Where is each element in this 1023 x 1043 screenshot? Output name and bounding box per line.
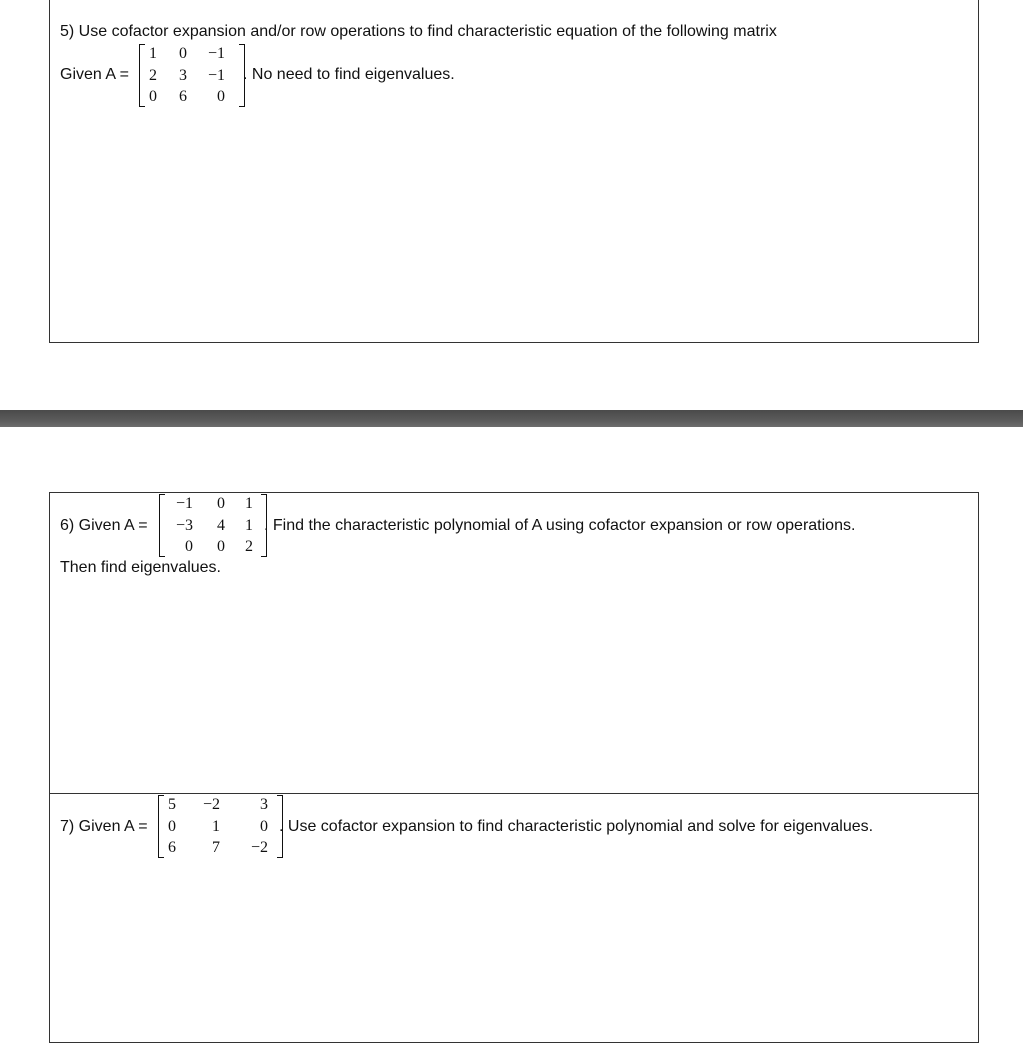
matrix-cell: 5 — [168, 796, 176, 813]
matrix-cell: 0 — [179, 45, 187, 62]
matrix-cell: 3 — [179, 66, 187, 84]
question-6-box — [49, 492, 979, 794]
matrix-cell: 1 — [212, 817, 220, 835]
matrix-cell: 2 — [149, 66, 157, 84]
question-5-prompt: 5) Use cofactor expansion and/or row operations to find characteristic equation of the following matrix — [60, 23, 777, 40]
question-7-instruction: . Use cofactor expansion to find characteristic polynomial and solve for eigenvalues. — [279, 818, 874, 835]
question-6-instruction: . Find the characteristic polynomial of A using cofactor expansion or row operations. — [264, 517, 856, 534]
matrix-cell: −1 — [207, 45, 225, 62]
question-6-given-label: 6) Given A = — [60, 517, 148, 534]
matrix-cell: 0 — [149, 88, 157, 105]
question-7-given-label: 7) Given A = — [60, 818, 148, 835]
matrix-cell: 2 — [245, 538, 253, 555]
matrix-cell: 6 — [179, 88, 187, 105]
matrix-cell: 0 — [185, 538, 193, 555]
matrix-cell: 0 — [217, 538, 225, 555]
question-5-box — [49, 0, 979, 343]
page-divider — [0, 410, 1023, 427]
matrix-cell: 0 — [260, 817, 268, 835]
question-5-given-label: Given A = — [60, 66, 129, 83]
matrix-cell: −2 — [202, 796, 220, 813]
matrix-cell: −1 — [207, 66, 225, 84]
question-5-instruction: . No need to find eigenvalues. — [243, 66, 455, 83]
matrix-cell: 7 — [212, 839, 220, 856]
matrix-cell: 1 — [149, 45, 157, 62]
question-7-box — [49, 793, 979, 1043]
matrix-cell: −2 — [250, 839, 268, 856]
matrix-cell: 0 — [217, 88, 225, 105]
matrix-cell: −3 — [175, 516, 193, 534]
question-5-matrix — [139, 43, 245, 108]
question-6-line2: Then find eigenvalues. — [60, 559, 221, 576]
question-7-matrix — [158, 794, 283, 859]
matrix-cell: 1 — [245, 516, 253, 534]
question-6-matrix — [159, 493, 267, 558]
matrix-cell: 0 — [217, 495, 225, 512]
matrix-cell: −1 — [175, 495, 193, 512]
matrix-cell: 4 — [217, 516, 225, 534]
matrix-cell: 0 — [168, 817, 176, 835]
matrix-cell: 1 — [245, 495, 253, 512]
matrix-cell: 6 — [168, 839, 176, 856]
matrix-cell: 3 — [260, 796, 268, 813]
